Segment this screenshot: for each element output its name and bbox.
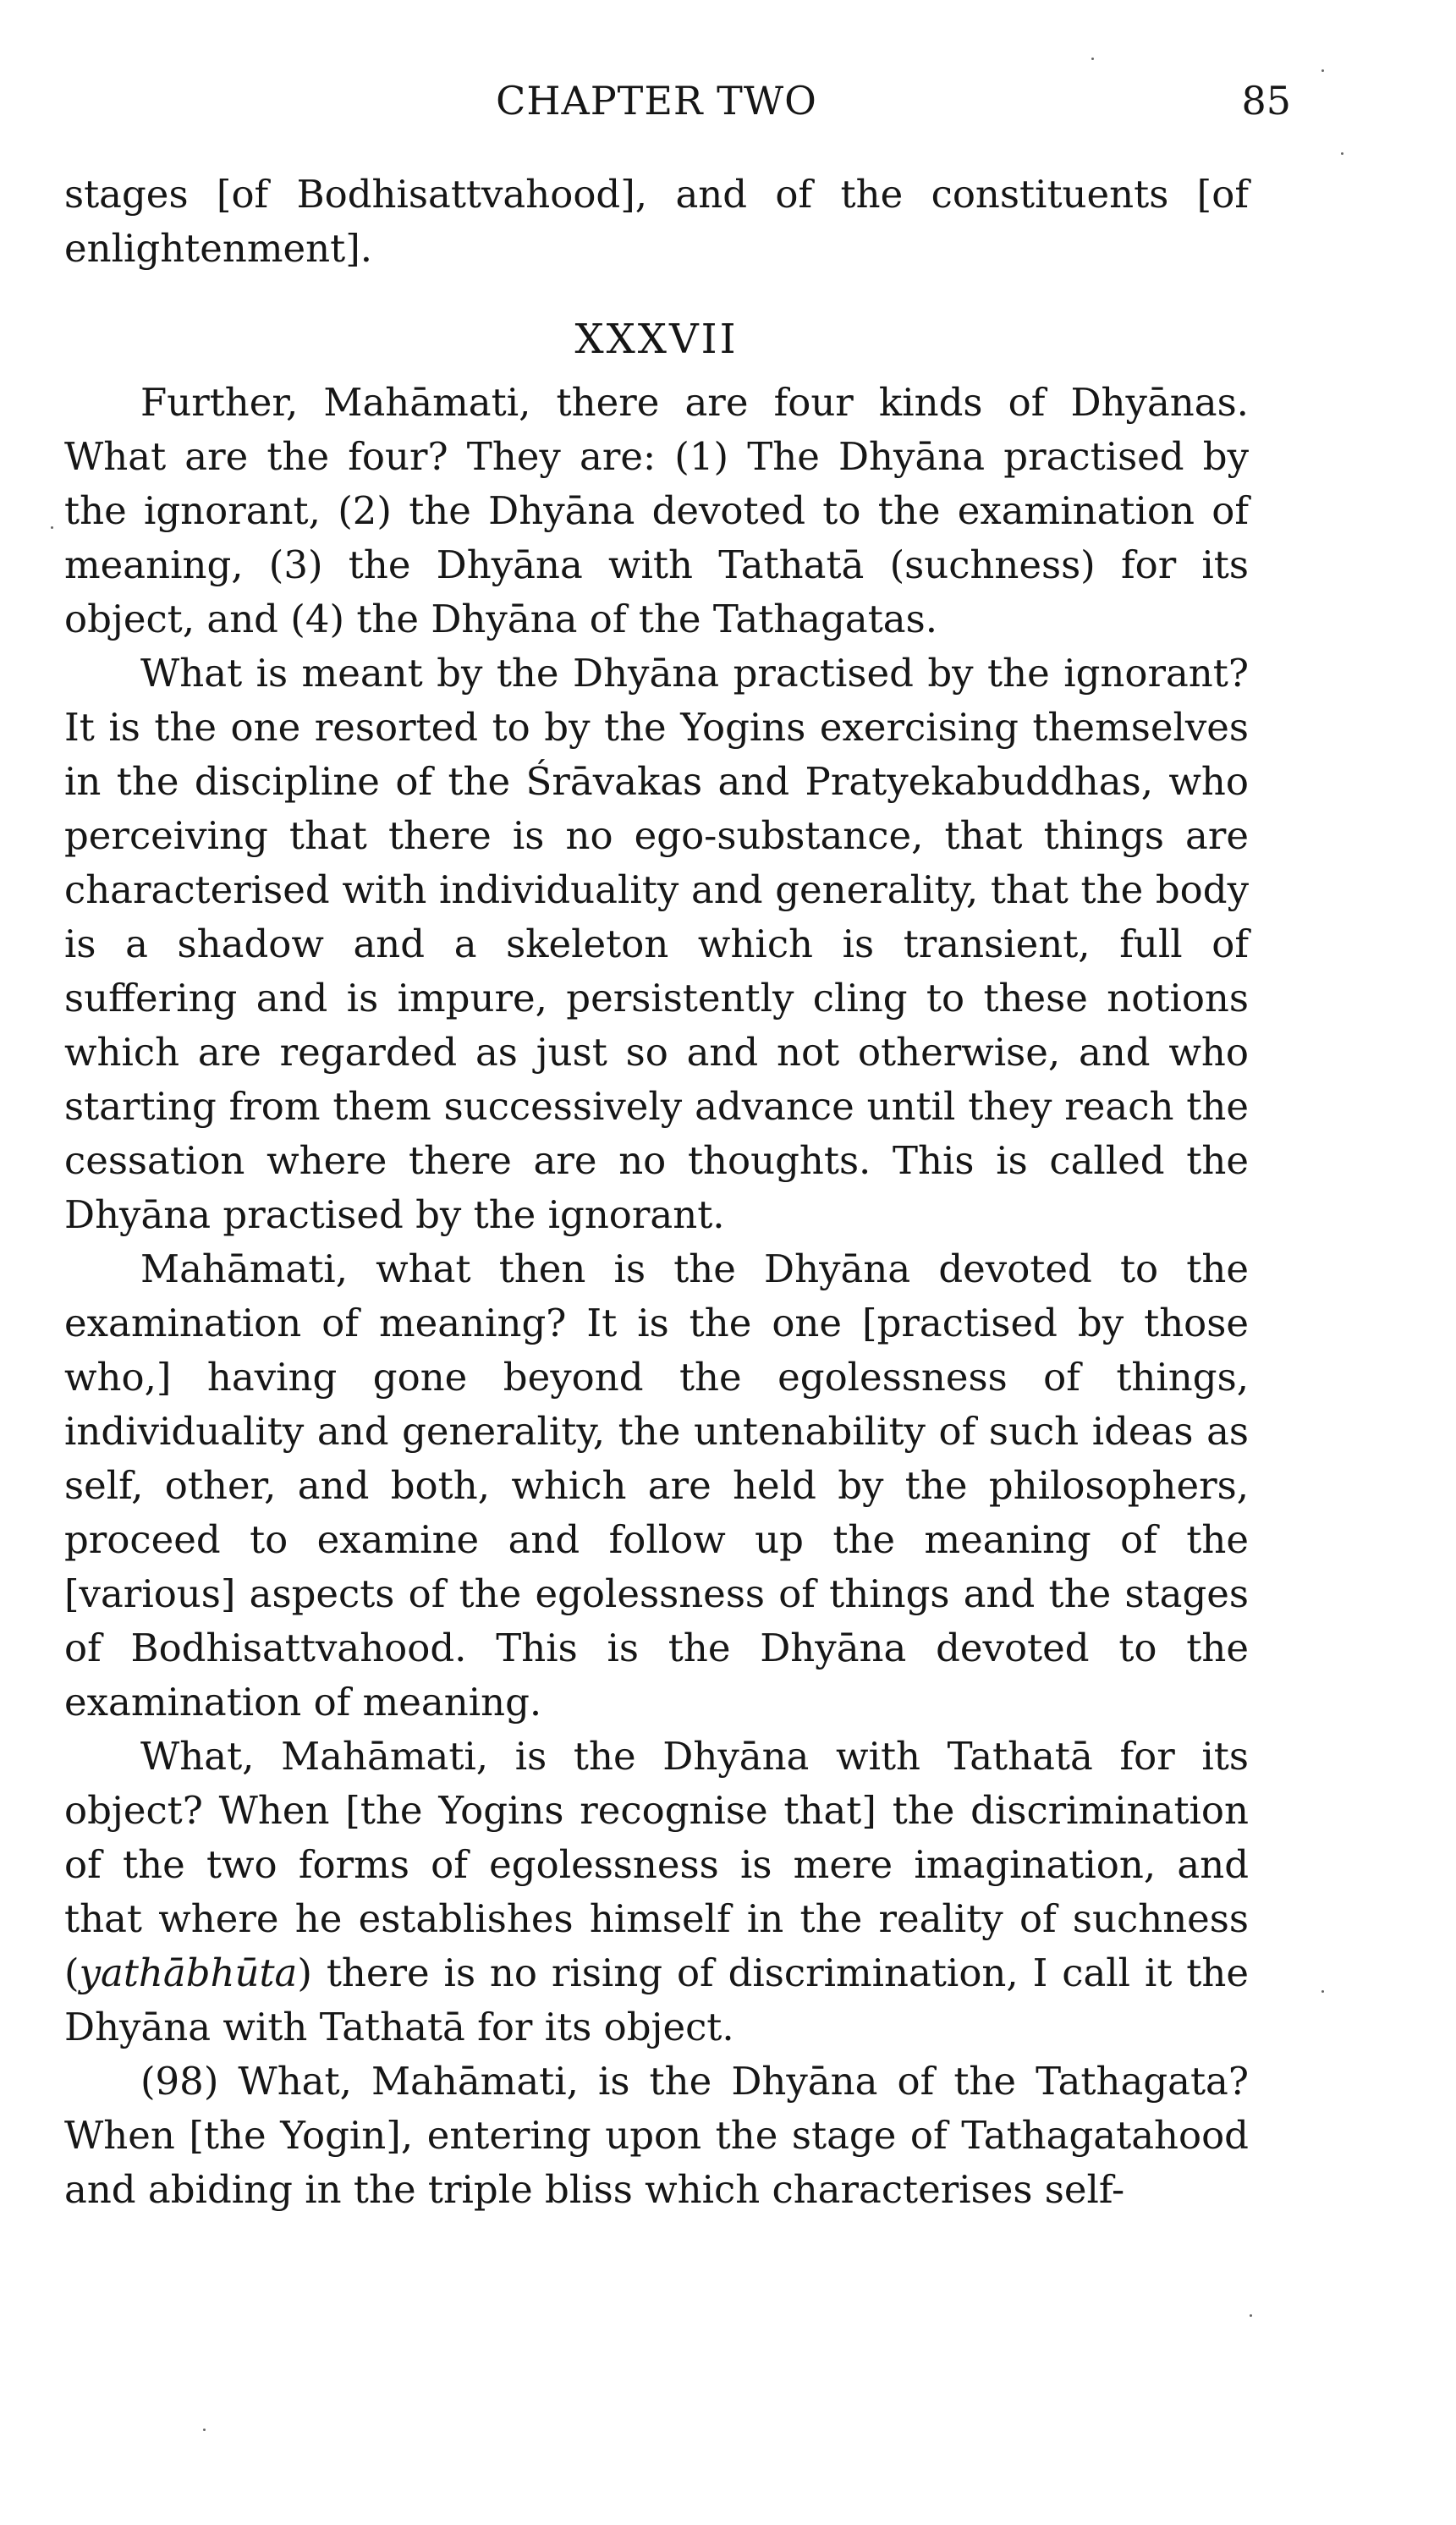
paragraph-dhyana-meaning: Mahāmati, what then is the Dhyāna devoted to the examination of meaning? It is the one [practised by those who,] having gone beyond the egolessness of things, individuality and generality, the untenability of such ideas as self, other, and both, which are held by the philosophers, proceed to examine and follow up the meaning of the [various] aspects of the egolessness of things and the stages of Bodhisattvahood. This is the Dhyāna devoted to the examination of meaning. xyxy=(64,1246,1249,1725)
paragraph-dhyana-ignorant: What is meant by the Dhyāna practised by the ignorant? It is the one resorted to by the Yogins exercising themselves in the discipline of the Śrāvakas and Pratyekabuddhas, who perceiving that there is no ego-substance, that things are characterised with individuality and generality, that the body is a shadow and a skeleton which is transient, full of suffering and is impure, persistently cling to these notions which are regarded as just so and not otherwise, and who starting from them successively advance until they reach the cessation where there are no thoughts. This is called the Dhyāna practised by the ignorant. xyxy=(64,651,1249,1237)
section-heading: XXXVII xyxy=(574,316,739,363)
tathata-text-start: What, Mahāmati, is the Dhyāna with Tathatā for its object? When [the Yogins recognise that] the discrimination of the two forms of egolessness is mere imagination, and that where he establishes himself in the reality of suchness ( xyxy=(64,1734,1249,1995)
sanskrit-term: yathābhūta xyxy=(79,1950,298,1995)
tathata-text-end: ) there is no rising of discrimination, I call it the Dhyāna with Tathatā for its object. xyxy=(64,1950,1249,2049)
page-number: 85 xyxy=(1241,78,1291,124)
page-header xyxy=(64,78,1291,137)
page-body xyxy=(64,168,1249,2217)
paragraph-dhyana-tathata xyxy=(64,1730,1249,2055)
running-title: CHAPTER TWO xyxy=(496,78,817,124)
continuation-paragraph: stages [of Bodhisattvahood], and of the constituents [of enlightenment]. xyxy=(64,172,1249,271)
paragraph-dhyana-tathagata: (98) What, Mahāmati, is the Dhyāna of the Tathagata? When [the Yogin], entering upon the stage of Tathagatahood and abiding in the triple bliss which characterises self- xyxy=(64,2059,1249,2212)
paragraph-four-dhyanas: Further, Mahāmati, there are four kinds of Dhyānas. What are the four? They are: (1) The Dhyāna practised by the ignorant, (2) the Dhyāna devoted to the examination of meaning, (3) the Dhyāna with Tathatā (suchness) for its object, and (4) the Dhyāna of the Tathagatas. xyxy=(64,380,1249,641)
